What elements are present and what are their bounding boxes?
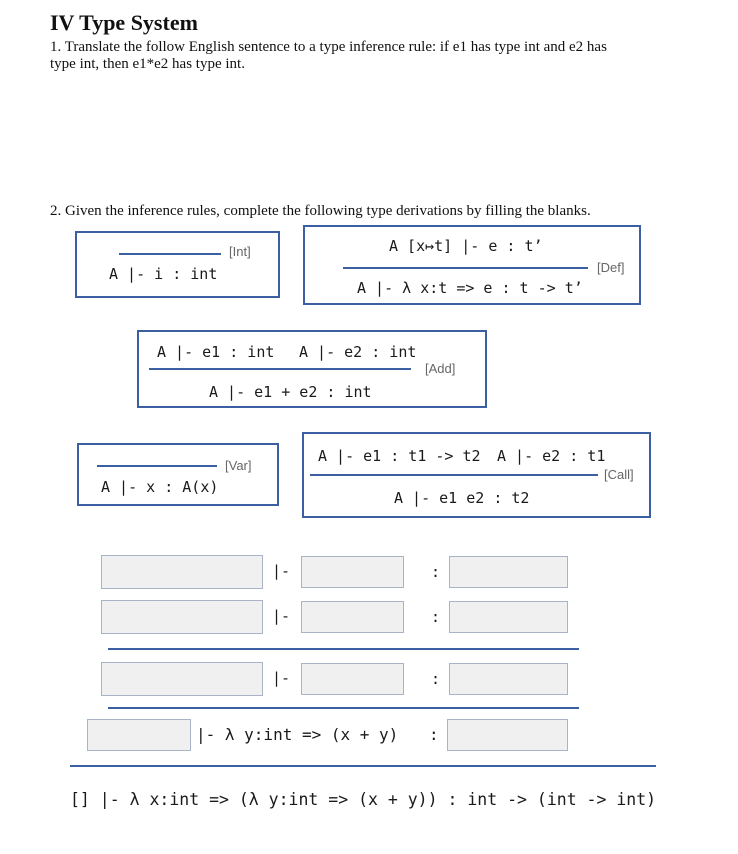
rule-add-premise-1: A |- e1 : int bbox=[157, 343, 275, 361]
rule-add-bar bbox=[149, 368, 411, 370]
rule-add-box bbox=[137, 330, 487, 408]
rule-var-bar bbox=[97, 465, 217, 467]
question-1-line-1: 1. Translate the follow English sentence to a type inference rule: if e1 has type int and e2 has bbox=[50, 39, 607, 55]
blank-row2-type[interactable] bbox=[449, 601, 568, 633]
rule-var-box bbox=[77, 443, 279, 506]
rule-var-name: [Var] bbox=[225, 458, 252, 473]
colon-row2: : bbox=[431, 608, 441, 626]
blank-row3-context[interactable] bbox=[101, 662, 263, 696]
rule-call-premise-1: A |- e1 : t1 -> t2 bbox=[318, 447, 481, 465]
blank-row1-type[interactable] bbox=[449, 556, 568, 588]
blank-row3-type[interactable] bbox=[449, 663, 568, 695]
rule-int-conclusion: A |- i : int bbox=[109, 265, 218, 283]
final-judgment: [] |- λ x:int => (λ y:int => (x + y)) : int -> (int -> int) bbox=[70, 790, 657, 809]
rule-call-box bbox=[302, 432, 651, 518]
colon-row4: : bbox=[429, 725, 439, 744]
turnstile-row2: |- bbox=[272, 607, 291, 625]
derivation-bar-2 bbox=[108, 707, 579, 709]
turnstile-row3: |- bbox=[272, 669, 291, 687]
question-1-line-2: type int, then e1*e2 has type int. bbox=[50, 56, 245, 72]
rule-call-name: [Call] bbox=[604, 467, 634, 482]
rule-call-conclusion: A |- e1 e2 : t2 bbox=[394, 489, 530, 507]
question-2-prompt: 2. Given the inference rules, complete the following type derivations by filling the blanks. bbox=[50, 203, 591, 219]
derivation-bar-1 bbox=[108, 648, 579, 650]
rule-add-conclusion: A |- e1 + e2 : int bbox=[209, 383, 372, 401]
rule-def-name: [Def] bbox=[597, 260, 625, 275]
rule-call-premise-2: A |- e2 : t1 bbox=[497, 447, 606, 465]
rule-def-conclusion: A |- λ x:t => e : t -> t’ bbox=[357, 279, 583, 297]
blank-row1-context[interactable] bbox=[101, 555, 263, 589]
rule-int-box bbox=[75, 231, 280, 298]
blank-row1-expr[interactable] bbox=[301, 556, 404, 588]
rule-def-box bbox=[303, 225, 641, 305]
rule-def-bar bbox=[343, 267, 588, 269]
rule-int-name: [Int] bbox=[229, 244, 251, 259]
rule-add-premise-2: A |- e2 : int bbox=[299, 343, 417, 361]
rule-def-premise: A [x↦t] |- e : t’ bbox=[389, 237, 543, 255]
rule-var-conclusion: A |- x : A(x) bbox=[101, 478, 219, 496]
colon-row1: : bbox=[431, 563, 441, 581]
turnstile-row1: |- bbox=[272, 562, 291, 580]
blank-row4-type[interactable] bbox=[447, 719, 568, 751]
blank-row4-context[interactable] bbox=[87, 719, 191, 751]
rule-add-name: [Add] bbox=[425, 361, 456, 376]
section-title: IV Type System bbox=[50, 10, 198, 35]
rule-int-bar bbox=[119, 253, 221, 255]
colon-row3: : bbox=[431, 670, 441, 688]
blank-row2-expr[interactable] bbox=[301, 601, 404, 633]
derivation-bar-final bbox=[70, 765, 656, 767]
rule-call-bar bbox=[310, 474, 598, 476]
blank-row3-expr[interactable] bbox=[301, 663, 404, 695]
blank-row2-context[interactable] bbox=[101, 600, 263, 634]
lambda-y-judgment: |- λ y:int => (x + y) bbox=[196, 725, 399, 744]
